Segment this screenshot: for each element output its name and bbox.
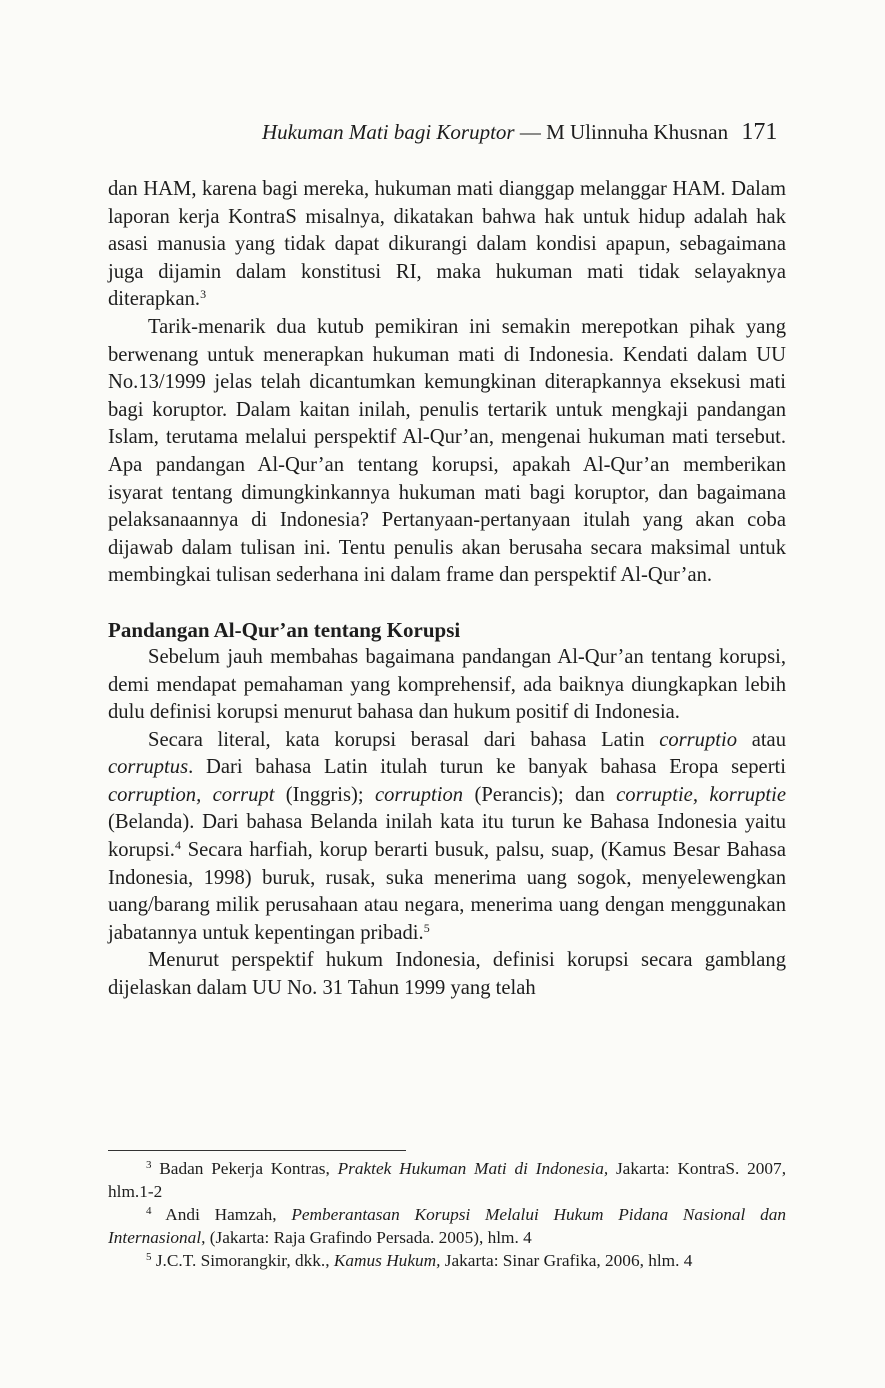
french-term: corruption [374, 783, 464, 806]
page-number: 171 [741, 119, 778, 145]
paragraph-4-text-c: . Dari bahasa Latin itulah turun ke banyak bahasa Eropa seperti [188, 756, 786, 779]
footnote-title: Pemberantasan Korupsi Melalui Hukum Pidana Nasional dan Internasional [108, 1205, 787, 1247]
footnote-number: 5 [146, 1251, 152, 1263]
paragraph-4-text-f: (Belanda). Dari bahasa Belanda inilah kata itu turun ke Bahasa Indonesia yaitu korupsi. [108, 811, 786, 862]
english-terms: corruption, corrupt [108, 783, 275, 806]
footnote-5 [108, 1249, 786, 1272]
footnote-ref-3: 3 [200, 287, 207, 302]
latin-term-corruptus: corruptus [108, 756, 189, 779]
footnote-3 [108, 1157, 786, 1203]
footnote-text: Andi Hamzah, [151, 1205, 292, 1224]
paragraph-1-text: dan HAM, karena bagi mereka, hukuman mati dianggap melanggar HAM. Dalam laporan kerja KontraS misalnya, dikatakan bahwa hak untuk hidup adalah hak asasi manusia yang tidak dapat dikurangi dalam kondisi apapun, sebagaimana juga dijamin dalam konstitusi RI, maka hukuman mati tidak selayaknya diterapkan. [108, 178, 786, 311]
footnote-ref-5: 5 [423, 920, 430, 935]
body-text [108, 176, 786, 1003]
paragraph-3-text: Sebelum jauh membahas bagaimana pandangan Al-Qur’an tentang korupsi, demi mendapat pemahaman yang komprehensif, ada baiknya diungkapkan lebih dulu definisi korupsi menurut bahasa dan hukum positif di Indonesia. [108, 645, 786, 724]
paragraph-3 [108, 644, 786, 727]
section-heading: Pandangan Al-Qur’an tentang Korupsi [108, 617, 461, 642]
paragraph-5 [108, 947, 786, 1002]
paragraph-2 [108, 314, 786, 590]
paragraph-5-text: Menurut perspektif hukum Indonesia, definisi korupsi secara gamblang dijelaskan dalam UU No. 31 Tahun 1999 yang telah [108, 949, 786, 1000]
running-head-title: Hukuman Mati bagi Koruptor [262, 120, 515, 144]
running-head-separator: — [514, 120, 547, 144]
paragraph-4-text-b: atau [737, 728, 786, 751]
paragraph-4-text-a: Secara literal, kata korupsi berasal dari bahasa Latin [148, 728, 660, 751]
footnote-number: 3 [146, 1159, 152, 1171]
dutch-terms: corruptie, korruptie [616, 783, 786, 806]
paragraph-4-text-g: Secara harfiah, korup berarti busuk, palsu, suap, (Kamus Besar Bahasa Indonesia, 1998) buruk, rusak, suka menerima uang sogok, menyelewengkan uang/barang milik perusahaan atau negara, menerima uang dengan menggunakan jabatannya untuk kepentingan pribadi. [108, 839, 786, 944]
footnote-text: J.C.T. Simorangkir, dkk., [151, 1251, 334, 1270]
paragraph-4-text-e: (Perancis); dan [463, 783, 617, 806]
paragraph-1 [108, 176, 786, 314]
footnote-ref-4: 4 [174, 838, 181, 853]
running-head [262, 118, 782, 146]
footnote-text: Badan Pekerja Kontras, [151, 1159, 338, 1178]
footnote-title: Praktek Hukuman Mati di Indonesia, [337, 1159, 609, 1178]
running-head-author: M Ulinnuha Khusnan [546, 120, 729, 144]
footnote-title: Kamus Hukum, [333, 1251, 441, 1270]
footnote-text: Jakarta: Sinar Grafika, 2006, hlm. 4 [440, 1251, 693, 1270]
footnote-divider [108, 1150, 406, 1151]
paragraph-2-text: Tarik-menarik dua kutub pemikiran ini semakin merepotkan pihak yang berwenang untuk menerapkan hukuman mati di Indonesia. Kendati dalam UU No.13/1999 jelas telah dicantumkan kemungkinan diterapkannya eksekusi mati bagi koruptor. Dalam kaitan inilah, penulis tertarik untuk mengkaji pandangan Islam, terutama melalui perspektif Al-Qur’an, mengenai hukuman mati tersebut. Apa pandangan Al-Qur’an tentang korupsi, apakah Al-Qur’an memberikan isyarat tentang dimungkinkannya hukuman mati bagi koruptor, dan bagaimana pelaksanaannya di Indonesia? Pertanyaan-pertanyaan itulah yang akan coba dijawab dalam tulisan ini. Tentu penulis akan berusaha secara maksimal untuk membingkai tulisan sederhana ini dalam frame dan perspektif Al-Qur’an. [108, 315, 786, 587]
footnote-4 [108, 1203, 786, 1249]
latin-term-corruptio: corruptio [659, 728, 738, 751]
paragraph-4 [108, 727, 786, 948]
paragraph-4-text-d: (Inggris); [274, 783, 375, 806]
footnote-number: 4 [146, 1205, 152, 1217]
footnotes [108, 1157, 786, 1272]
footnote-text: Jakarta: KontraS. 2007, hlm.1-2 [108, 1159, 787, 1201]
footnote-text: , (Jakarta: Raja Grafindo Persada. 2005), hlm. 4 [201, 1228, 532, 1247]
